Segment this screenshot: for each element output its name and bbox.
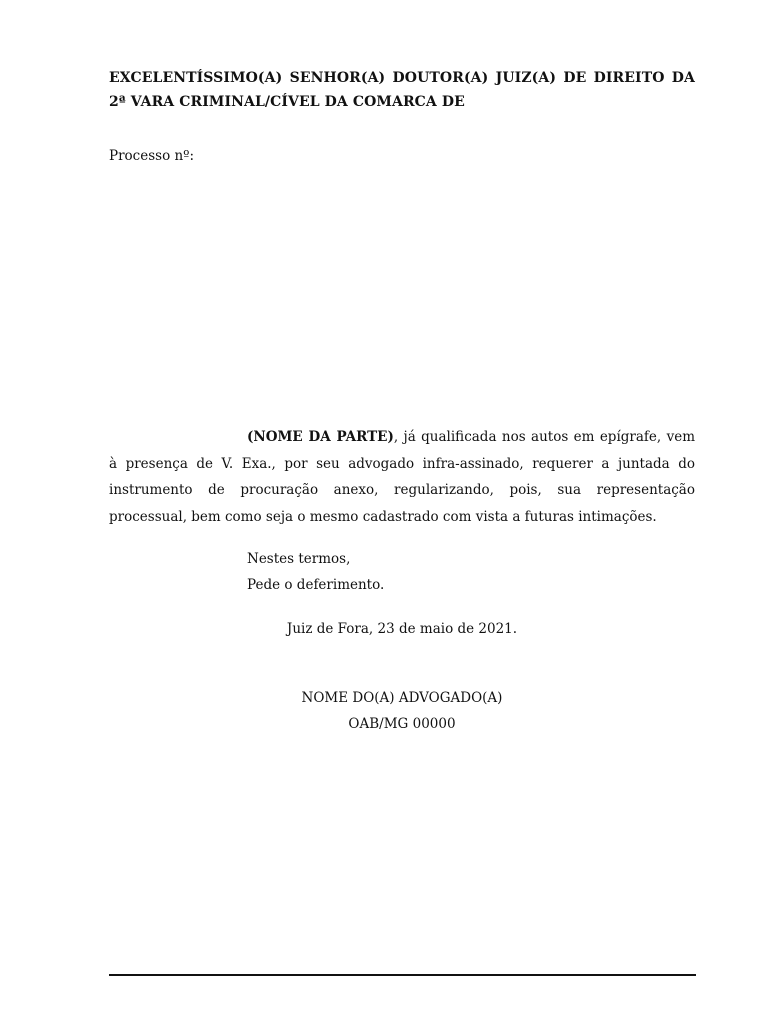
request-paragraph	[109, 424, 695, 530]
footer-divider	[109, 974, 696, 976]
lawyer-name: NOME DO(A) ADVOGADO(A)	[301, 690, 503, 706]
closing-line-terms: Nestes termos,	[247, 551, 351, 567]
request-text: , já qualificada nos autos em epígrafe, vem à presença de V. Exa., por seu advogado infra-assinado, requerer a juntada do instrumento de procuração anexo, regularizando, pois, sua representação processual, bem como seja o mesmo cadastrado com vista a futuras intimações.	[109, 429, 695, 525]
place-and-date: Juiz de Fora, 23 de maio de 2021.	[286, 621, 518, 637]
oab-registration: OAB/MG 00000	[348, 716, 456, 732]
closing-formula	[247, 546, 384, 598]
process-number-label: Processo nº:	[109, 148, 195, 164]
closing-line-request: Pede o deferimento.	[247, 577, 385, 593]
signature-block	[109, 685, 695, 737]
court-addressing-heading: EXCELENTÍSSIMO(A) SENHOR(A) DOUTOR(A) JUIZ(A) DE DIREITO DA 2ª VARA CRIMINAL/CÍVEL DA COMARCA DE	[109, 70, 695, 110]
party-name-placeholder: (NOME DA PARTE)	[247, 429, 394, 445]
